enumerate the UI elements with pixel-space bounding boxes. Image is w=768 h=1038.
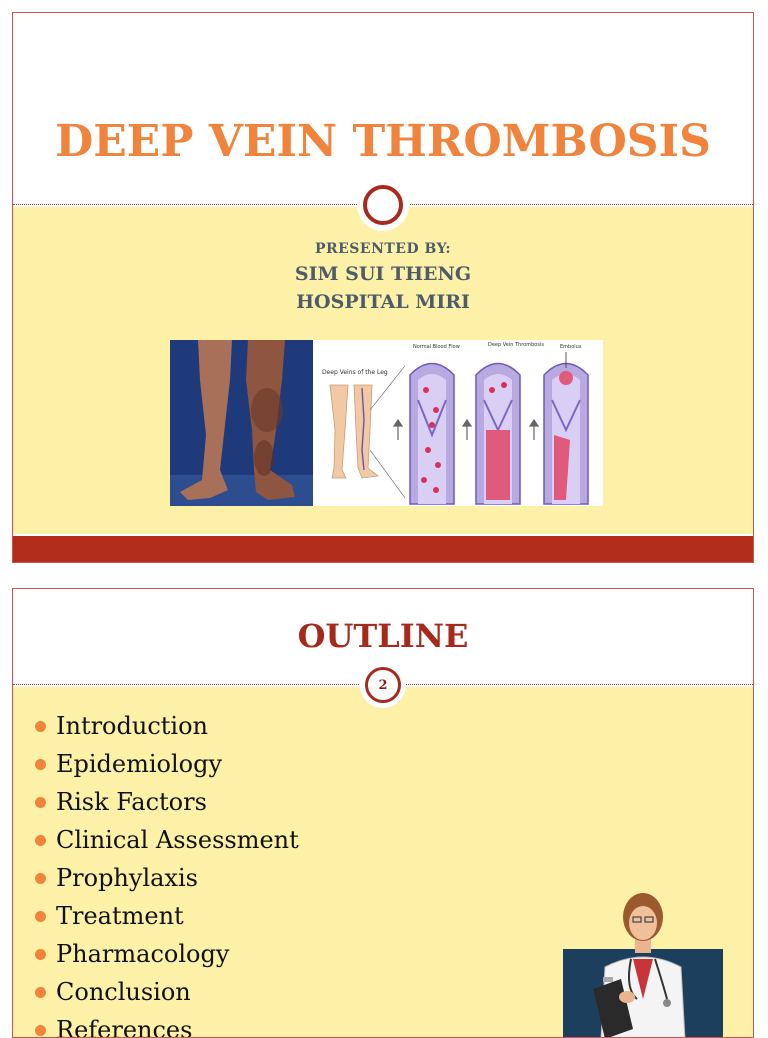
- list-item: [35, 745, 299, 783]
- list-item: [35, 859, 299, 897]
- list-item: [35, 973, 299, 1011]
- list-item-text: Introduction: [56, 712, 208, 740]
- dvt-illustration-svg: [170, 340, 603, 506]
- deep-veins-label: Deep Veins of the Leg: [322, 369, 388, 376]
- list-item-text: Clinical Assessment: [56, 826, 299, 854]
- panel-label-dvt: Deep Vein Thrombosis: [488, 342, 544, 348]
- list-item-text: References: [56, 1016, 193, 1038]
- slide2-circle-marker: [365, 667, 401, 703]
- list-item-text: Pharmacology: [56, 940, 230, 968]
- list-item: [35, 783, 299, 821]
- bullet-icon: [35, 1025, 46, 1036]
- outline-title: OUTLINE: [297, 617, 469, 655]
- bullet-icon: [35, 721, 46, 732]
- list-item: [35, 935, 299, 973]
- bullet-icon: [35, 873, 46, 884]
- list-item: [35, 821, 299, 859]
- presenter-block: [13, 241, 753, 313]
- bullet-icon: [35, 759, 46, 770]
- list-item: [35, 897, 299, 935]
- dvt-illustration: [170, 340, 603, 506]
- presented-by-label: PRESENTED BY:: [314, 241, 452, 257]
- slide-title: DEEP VEIN THROMBOSIS: [55, 116, 711, 167]
- bullet-icon: [35, 949, 46, 960]
- list-item-text: Risk Factors: [56, 788, 207, 816]
- presenter-org: HOSPITAL MIRI: [296, 291, 470, 313]
- panel-label-embolus: Embolus: [560, 344, 582, 350]
- slide1-circle-marker: [363, 185, 403, 225]
- outline-slide: [12, 588, 754, 1038]
- slide1-title-area: [13, 13, 753, 204]
- list-item-text: Epidemiology: [56, 750, 223, 778]
- slide1-footer-bar: [13, 536, 753, 562]
- list-item-text: Treatment: [56, 902, 184, 930]
- bullet-icon: [35, 835, 46, 846]
- bullet-icon: [35, 797, 46, 808]
- panel-label-normal: Normal Blood Flow: [413, 344, 460, 350]
- list-item-text: Prophylaxis: [56, 864, 198, 892]
- list-item: [35, 1011, 299, 1038]
- doctor-illustration: [563, 859, 723, 1038]
- bullet-icon: [35, 911, 46, 922]
- vein-panels: [394, 340, 603, 506]
- bullet-icon: [35, 987, 46, 998]
- slide-number: 2: [378, 677, 388, 693]
- title-slide: [12, 12, 754, 563]
- deep-veins-diagram: [315, 340, 408, 506]
- presenter-name: SIM SUI THENG: [294, 263, 472, 285]
- list-item: [35, 707, 299, 745]
- list-item-text: Conclusion: [56, 978, 191, 1006]
- legs-photo: [170, 340, 313, 506]
- doctor-icon: [563, 859, 723, 1038]
- outline-list: [35, 707, 299, 1038]
